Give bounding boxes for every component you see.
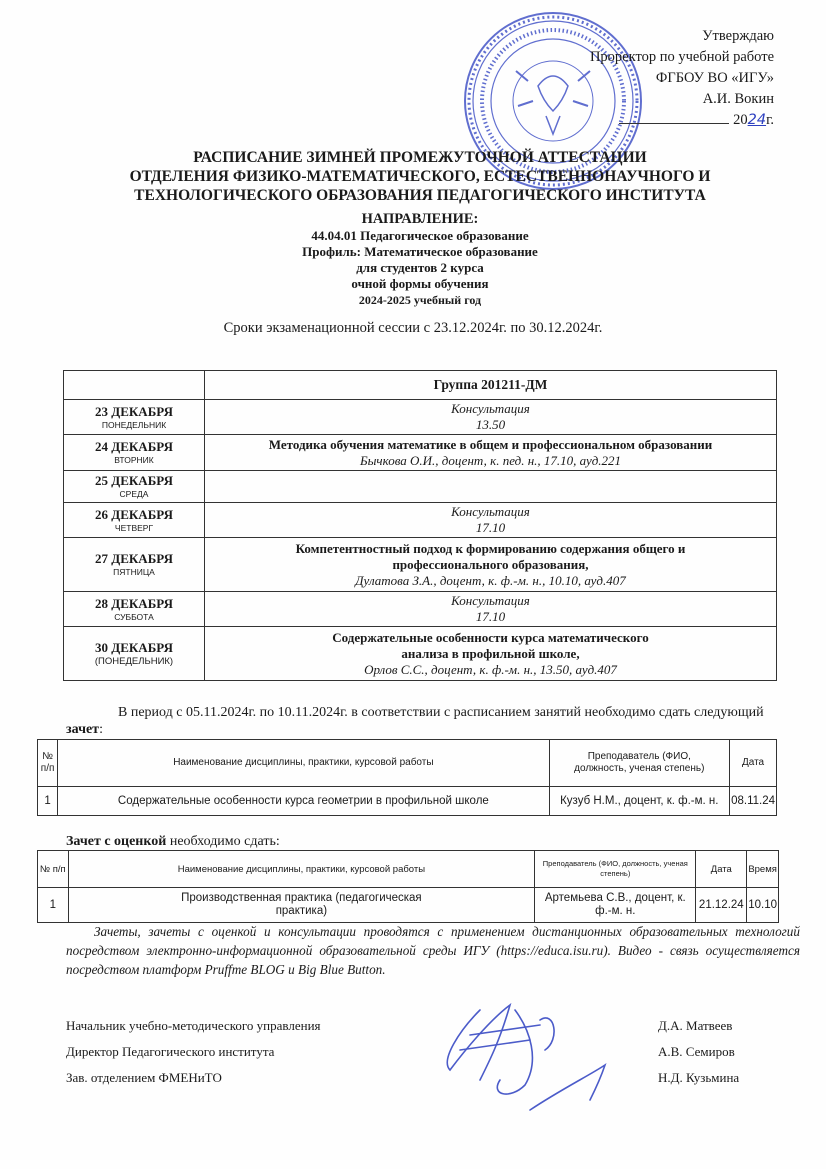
signature-name: Н.Д. Кузьмина — [658, 1070, 740, 1085]
schedule-row — [64, 400, 777, 435]
cell-number: 1 — [38, 787, 58, 816]
col-header-teacher: Преподаватель (ФИО, должность, ученая степень) — [549, 740, 730, 787]
cell-teacher: Кузуб Н.М., доцент, к. ф.-м. н. — [549, 787, 730, 816]
schedule-row — [64, 503, 777, 538]
direction-heading: НАПРАВЛЕНИЕ: — [361, 211, 479, 227]
schedule-date-cell: 24 ДЕКАБРЯ ВТОРНИК — [64, 435, 205, 471]
schedule-date-cell: 23 ДЕКАБРЯ ПОНЕДЕЛЬНИК — [64, 400, 205, 435]
cell-date: 21.12.24 — [696, 888, 747, 923]
schedule-event-cell: Консультация 17.10 — [205, 503, 777, 538]
cell-discipline: Содержательные особенности курса геометрии в профильной школе — [58, 787, 549, 816]
col-header-number: № п/п — [38, 851, 69, 888]
credit-intro: В период с 05.11.2024г. по 10.11.2024г. в соответствии с расписанием занятий необходимо сдать следующий зачет: — [66, 705, 764, 737]
schedule-date-cell: 28 ДЕКАБРЯ СУББОТА — [64, 592, 205, 627]
cell-number: 1 — [38, 888, 69, 923]
schedule-date-cell: 27 ДЕКАБРЯ ПЯТНИЦА — [64, 538, 205, 592]
schedule-event-cell: Методика обучения математике в общем и профессиональном образовании Бычкова О.И., доцент, к. пед. н., 17.10, ауд.221 — [205, 435, 777, 471]
signature-name: А.В. Семиров — [658, 1044, 735, 1059]
signature-role: Начальник учебно-методического управления — [66, 1018, 321, 1033]
approval-line: Проректор по учебной работе — [589, 49, 774, 65]
schedule-date-cell: 25 ДЕКАБРЯ СРЕДА — [64, 471, 205, 503]
schedule-date-cell: 26 ДЕКАБРЯ ЧЕТВЕРГ — [64, 503, 205, 538]
graded-table-header — [38, 851, 779, 888]
schedule-row — [64, 471, 777, 503]
title-line: ТЕХНОЛОГИЧЕСКОГО ОБРАЗОВАНИЯ ПЕДАГОГИЧЕСКОГО ИНСТИТУТА — [134, 187, 706, 204]
col-header-date: Дата — [730, 740, 777, 787]
approval-block — [590, 26, 774, 131]
schedule-event-cell — [205, 471, 777, 503]
approval-date: 2024г. — [590, 110, 774, 131]
schedule-row — [64, 538, 777, 592]
signature-role: Директор Педагогического института — [66, 1044, 275, 1059]
approval-signer: А.И. Вокин — [702, 91, 774, 107]
schedule-table — [63, 370, 777, 681]
title-line: РАСПИСАНИЕ ЗИМНЕЙ ПРОМЕЖУТОЧНОЙ АТТЕСТАЦИИ — [193, 149, 647, 166]
direction-profile: Профиль: Математическое образование — [302, 244, 538, 259]
graded-table — [37, 850, 779, 923]
schedule-header-row — [64, 371, 777, 400]
schedule-event-cell: Содержательные особенности курса математического анализа в профильной школе, Орлов С.С., доцент, к. ф.-м. н., 13.50, ауд.407 — [205, 627, 777, 681]
schedule-date-cell: 30 ДЕКАБРЯ (ПОНЕДЕЛЬНИК) — [64, 627, 205, 681]
approval-line: ФГБОУ ВО «ИГУ» — [655, 70, 774, 86]
col-header-teacher: Преподаватель (ФИО, должность, ученая степень) — [535, 851, 696, 888]
direction-block — [140, 210, 700, 308]
direction-students: для студентов 2 курса — [356, 260, 484, 275]
col-header-time: Время — [747, 851, 779, 888]
schedule-row — [64, 592, 777, 627]
signature-name: Д.А. Матвеев — [658, 1018, 733, 1033]
credit-table-header — [38, 740, 777, 787]
col-header-discipline: Наименование дисциплины, практики, курсовой работы — [68, 851, 535, 888]
approval-date-handwritten: 24 — [747, 112, 767, 128]
schedule-event-cell: Компетентностный подход к формированию содержания общего и профессионального образования, Дулатова З.А., доцент, к. ф.-м. н., 10.10, ауд.407 — [205, 538, 777, 592]
schedule-header-empty — [64, 371, 205, 400]
distance-learning-note: Зачеты, зачеты с оценкой и консультации проводятся с применением дистанционных образовательных технологий посредством электронно-информационной образовательной среды ИГУ (https://educa.isu.ru). Видео - связь осуществляется посредством платформ Pruffme BLOG и Big Blue Button. — [66, 924, 800, 977]
credit-table — [37, 739, 777, 816]
title-line: ОТДЕЛЕНИЯ ФИЗИКО-МАТЕМАТИЧЕСКОГО, ЕСТЕСТВЕННОНАУЧНОГО И — [129, 168, 711, 185]
approval-line: Утверждаю — [702, 28, 774, 44]
col-header-date: Дата — [696, 851, 747, 888]
col-header-discipline: Наименование дисциплины, практики, курсовой работы — [58, 740, 549, 787]
academic-year: 2024-2025 учебный год — [358, 293, 482, 307]
group-name: Группа 201211-ДМ — [205, 371, 777, 400]
direction-code: 44.04.01 Педагогическое образование — [311, 228, 529, 243]
signature-role: Зав. отделением ФМЕНиТО — [66, 1070, 222, 1085]
table-row — [38, 787, 777, 816]
handwritten-signature — [420, 990, 650, 1120]
document-title — [60, 148, 780, 205]
graded-intro: Зачет с оценкой необходимо сдать: — [66, 834, 280, 849]
schedule-row — [64, 627, 777, 681]
schedule-row — [64, 435, 777, 471]
cell-teacher: Артемьева С.В., доцент, к. ф.-м. н. — [535, 888, 696, 923]
table-row — [38, 888, 779, 923]
col-header-number: № п/п — [38, 740, 58, 787]
schedule-event-cell: Консультация 17.10 — [205, 592, 777, 627]
cell-date: 08.11.24 — [730, 787, 777, 816]
session-dates: Сроки экзаменационной сессии с 23.12.2024г. по 30.12.2024г. — [223, 320, 603, 336]
cell-time: 10.10 — [747, 888, 779, 923]
cell-discipline: Производственная практика (педагогическая практика) — [68, 888, 535, 923]
direction-form: очной формы обучения — [351, 276, 489, 291]
schedule-event-cell: Консультация 13.50 — [205, 400, 777, 435]
